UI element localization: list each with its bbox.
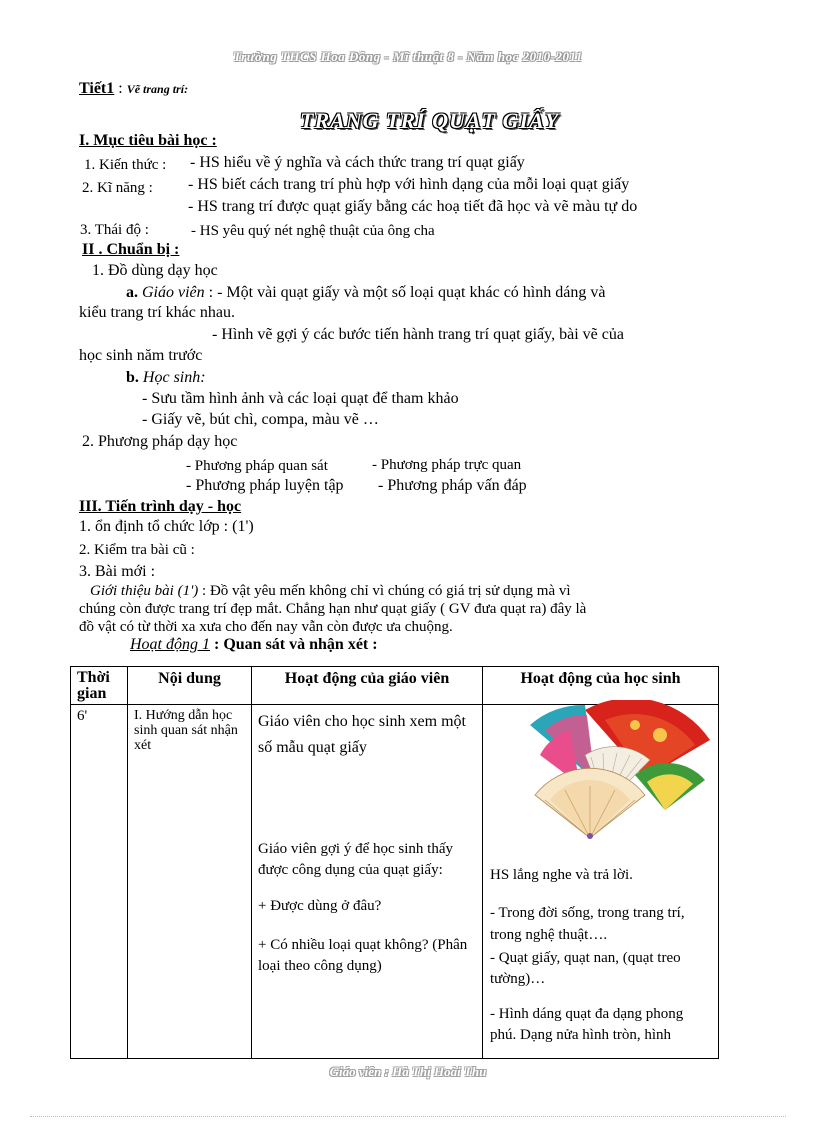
skill-text-2: - HS trang trí được quạt giấy bằng các hoạ tiết đã học và vẽ màu tự do <box>188 198 638 215</box>
item-b-label: b. <box>126 369 139 386</box>
cell-time <box>71 705 128 1059</box>
teacher-aids-cont-2: học sinh năm trước <box>79 347 203 364</box>
student-activity-2: - Trong đời sống, trong trang trí, trong nghệ thuật…. <box>490 905 685 943</box>
teaching-aids-heading: 1. Đồ dùng dạy học <box>92 262 218 279</box>
knowledge-text: - HS hiểu về ý nghĩa và cách thức trang trí quạt giấy <box>190 154 525 171</box>
skill-text-1: - HS biết cách trang trí phù hợp với hình dạng của mỗi loại quạt giấy <box>188 176 630 193</box>
section-2-heading: II . Chuẩn bị : <box>82 241 180 258</box>
attitude-text: - HS yêu quý nét nghệ thuật của ông cha <box>191 223 435 239</box>
student-aids-text-2: - Giấy vẽ, bút chì, compa, màu vẽ … <box>142 411 379 428</box>
intro-text-1: : Đồ vật yêu mến không chỉ vì chúng có giá trị sử dụng mà vì <box>202 583 571 599</box>
header-teacher: Hoạt động của giáo viên <box>252 667 483 705</box>
student-aids-text-1: - Sưu tầm hình ảnh và các loại quạt để tham khảo <box>142 390 459 407</box>
cell-content <box>128 705 252 1059</box>
header-student: Hoạt động của học sinh <box>483 667 719 705</box>
lesson-type: Vẽ trang trí: <box>126 82 189 96</box>
student-role: Học sinh: <box>142 369 206 386</box>
header-content: Nội dung <box>128 667 252 705</box>
teacher-aids-text: : - Một vài quạt giấy và một số loại quạt khác có hình dáng và <box>208 284 606 301</box>
method-observe: - Phương pháp quan sát <box>186 458 328 474</box>
section-3-heading: III. Tiến trình dạy - học <box>79 498 242 515</box>
intro-line-1 <box>90 583 571 600</box>
teacher-activity-3: + Được dùng ở đâu? <box>258 898 382 914</box>
activity-title: : Quan sát và nhận xét : <box>214 636 378 653</box>
page-header: Trường THCS Hoa Đồng - Mĩ thuật 8 - Năm học 2010-2011 <box>233 49 583 64</box>
page-footer: Giáo viên : Hà Thị Hoài Thu <box>329 1064 487 1079</box>
item-a-label: a. <box>126 284 138 301</box>
teacher-activity-1: Giáo viên cho học sinh xem một số mẫu quạt giấy <box>258 713 466 756</box>
teacher-aids-line <box>126 284 605 302</box>
intro-label: Giới thiệu bài (1') <box>90 583 199 599</box>
page-title: TRANG TRÍ QUẠT GIẤY <box>300 108 560 133</box>
table-header-row <box>71 667 719 705</box>
intro-line-2: chúng còn được trang trí đẹp mắt. Chẳng hạn như quạt giấy ( GV đưa quạt ra) đây là <box>79 601 587 617</box>
activity-label: Hoạt động 1 <box>130 636 210 653</box>
lesson-number: Tiết1 <box>79 80 115 97</box>
activity-line <box>130 636 378 654</box>
time-value: 6' <box>77 708 88 724</box>
teacher-activity-2: Giáo viên gợi ý để học sinh thấy được công dụng của quạt giấy: <box>258 841 453 878</box>
step-2: 2. Kiểm tra bài cũ : <box>79 542 195 558</box>
paper-fans-illustration <box>525 700 715 840</box>
teacher-activity-4: + Có nhiều loại quạt không? (Phân loại theo công dụng) <box>258 937 468 974</box>
method-practice: - Phương pháp luyện tập <box>186 477 344 494</box>
skill-label: 2. Kĩ năng : <box>82 180 153 196</box>
lesson-line: Tiết1 : Vẽ trang trí: <box>79 80 189 97</box>
method-visual: - Phương pháp trực quan <box>372 457 522 473</box>
step-1: 1. ổn định tổ chức lớp : (1') <box>79 518 254 535</box>
header-time: Thời gian <box>71 667 128 705</box>
teacher-aids-cont: kiểu trang trí khác nhau. <box>79 304 235 321</box>
attitude-label: 3. Thái độ : <box>80 222 149 238</box>
knowledge-label: 1. Kiến thức : <box>84 157 167 173</box>
cell-teacher <box>252 705 483 1059</box>
student-activity-1: HS lắng nghe và trả lời. <box>490 867 633 883</box>
methods-heading: 2. Phương pháp dạy học <box>82 433 238 450</box>
step-3: 3. Bài mới : <box>79 563 156 580</box>
page-bottom-border <box>30 1116 786 1117</box>
teacher-role: Giáo viên <box>142 284 205 301</box>
content-value: I. Hướng dẫn học sinh quan sát nhận xét <box>134 708 238 753</box>
section-1-heading: I. Mục tiêu bài học : <box>79 132 217 149</box>
method-question: - Phương pháp vấn đáp <box>378 477 527 494</box>
intro-line-3: đồ vật có từ thời xa xưa cho đến nay vẫn còn được ưa chuộng. <box>79 619 453 635</box>
teacher-aids-text-2: - Hình vẽ gợi ý các bước tiến hành trang trí quạt giấy, bài vẽ của <box>212 326 624 343</box>
student-activity-4: - Hình dáng quạt đa dạng phong phú. Dạng nửa hình tròn, hình <box>490 1006 684 1043</box>
student-aids-line <box>126 369 206 387</box>
student-activity-3: - Quạt giấy, quạt nan, (quạt treo tường)… <box>490 950 681 987</box>
